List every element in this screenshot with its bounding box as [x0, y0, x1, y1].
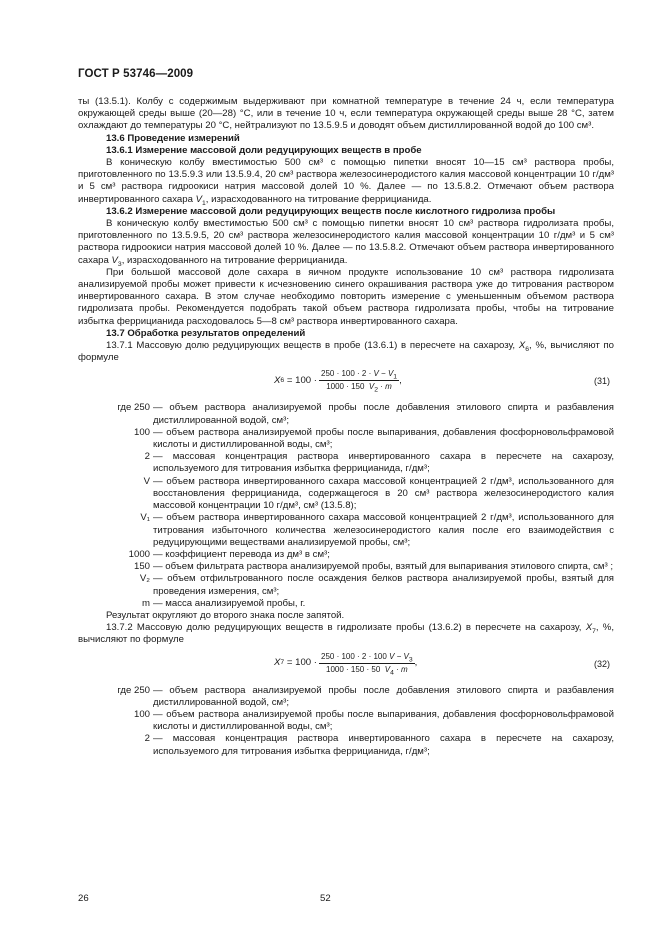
definition-item	[78, 709, 614, 733]
definition-text: — массовая концентрация раствора инвертированного сахара в пересчете на сахарозу, используемого для титрования избытка феррицианида, г/дм³;	[153, 451, 614, 475]
definition-item	[78, 476, 614, 513]
definition-item	[78, 402, 614, 426]
result-rounding-note: Результат округляют до второго знака после запятой.	[106, 609, 345, 621]
page-number-center: 52	[320, 893, 331, 904]
definition-text: — объем отфильтрованного после осаждения белков раствора анализируемой пробы, взятый для проведения измерения, см³;	[153, 573, 614, 597]
section-heading-13-7: 13.7 Обработка результатов определений	[106, 327, 306, 339]
paragraph-13-7-2: 13.7.2 Массовую долю редуцирующих веществ в гидролизате пробы (13.6.2) в пересчете на сахарозу, $X_7$, %, вычисляют по формуле	[78, 622, 614, 646]
definition-item	[78, 427, 614, 451]
definition-term: V	[143, 475, 150, 487]
section-heading-13-6-1: 13.6.1 Измерение массовой доли редуцирующих веществ в пробе	[106, 144, 422, 156]
formula-32-definitions	[78, 685, 614, 758]
definition-item	[78, 733, 614, 757]
definition-term: 1000	[128, 548, 150, 560]
definition-term: 2	[144, 451, 150, 463]
definition-item	[78, 512, 614, 549]
definition-term: 100	[133, 708, 150, 720]
definition-text: — объем фильтрата раствора анализируемой пробы, взятый для выпаривания этилового спирта, см³ ;	[153, 561, 614, 573]
page-number-left: 26	[78, 893, 89, 904]
formula-31-definitions	[78, 402, 614, 609]
formula-31-fraction: $\frac{250 \cdot 100 \cdot 2 \cdot V - V_1}{1000 \cdot 150 V_2 \cdot m}$	[321, 369, 398, 395]
definition-term: где 250	[117, 402, 150, 414]
definition-text: — объем раствора анализируемой пробы после добавления этилового спирта и разбавления дистиллированной водой, см³;	[153, 402, 614, 426]
paragraph-13-7-1: 13.7.1 Массовую долю редуцирующих веществ в пробе (13.6.1) в пересчете на сахарозу, $X_6$, %, вычисляют по формуле	[78, 340, 615, 364]
definition-item	[78, 573, 614, 597]
definition-text: — объем раствора анализируемой пробы после выпаривания, добавления фосфорновольфрамовой кислоты и дистиллированной воды, см³;	[153, 708, 614, 733]
definition-item	[78, 549, 614, 561]
definition-item	[78, 561, 614, 573]
document-body	[78, 96, 614, 758]
formula-32-number: (32)	[593, 658, 610, 669]
paragraph-13-6-1: В коническую колбу вместимостью 500 см³ с помощью пипетки вносят 10—15 см³ раствора пробы, приготовленного по 13.5.9.3 или 13.5.9.4, 20 см³ раствора железосинеродистого калия массовой концентрации 10 г/дм³ и 5 см³ раствора гидроокиси натрия массовой долей 10 %. Далее — по 13.5.8.2. Отмечают объем раствора инвертированного сахара $V_1$, израсходованного на титрование феррицианида.	[78, 157, 614, 207]
definition-term: m	[142, 597, 150, 609]
definition-item	[78, 451, 614, 475]
formula-31: X 6 = 100 · $\frac{250 \cdot 100 \cdot 2 \cdot V - V_1}{1000 \cdot 150 V_2 \cdot m}$ , (31)	[274, 369, 610, 395]
definition-text: — масса анализируемой пробы, г.	[153, 597, 306, 609]
section-heading-13-6-2: 13.6.2 Измерение массовой доли редуцирующих веществ после кислотного гидролиза пробы	[106, 205, 556, 217]
paragraph-13-6-2: В коническую колбу вместимостью 500 см³ с помощью пипетки вносят 10 см³ раствора гидролизата пробы, приготовленного по 13.5.9.5, 20 см³ раствора железосинеродистого калия массовой концентрации 10 г/дм³ и 5 см³ раствора гидроокиси натрия массовой долей 10 %. Далее — по 13.5.8.2. Отмечают объем раствора инвертированного сахара $V_3$, израсходованного на титрование феррицианида.	[78, 218, 614, 268]
definition-text: — массовая концентрация раствора инвертированного сахара в пересчете на сахарозу, используемого для титрования избытка феррицианида, г/дм³;	[153, 733, 614, 757]
paragraph-sugar-note: При большой массовой доле сахара в яичном продукте использование 10 см³ раствора гидролизата анализируемой пробы может привести к исчезновению синего окрашивания раствора уже до титрования раствором инвертированного сахара. В этом случае необходимо повторить измерение с уменьшенным объемом раствора гидролизата пробы. Рекомендуется подобрать такой объем раствора гидролизата пробы, чтобы на титрование избытка феррицианида расходовалось 5—8 см³ раствора инвертированного сахара.	[78, 266, 614, 327]
section-heading-13-6: 13.6 Проведение измерений	[106, 132, 240, 144]
definition-term: V₁	[140, 512, 150, 524]
definition-term: 100	[133, 426, 150, 438]
definition-item	[78, 685, 614, 709]
definition-text: — объем раствора анализируемой пробы после добавления этилового спирта и разбавления дистиллированной водой, см³;	[153, 684, 614, 708]
document-header: ГОСТ Р 53746—2009	[78, 68, 194, 80]
definition-term: где 250	[117, 684, 150, 696]
formula-31-number: (31)	[593, 376, 610, 387]
definition-term: 150	[133, 561, 150, 573]
definition-text: — объем раствора инвертированного сахара массовой концентрацией 2 г/дм³, использованного для восстановления феррицианида, содержащегося в 20 см³ раствора железосинеродистого калия массовой концентрации 10 г/дм³, см³ (13.5.8);	[153, 475, 614, 512]
definition-term: V₂	[139, 573, 150, 585]
paragraph-continuation: ты (13.5.1). Колбу с содержимым выдерживают при комнатной температуре в течение 24 ч, если температура окружающей среды выше (20—28) °С, или в течение 10 ч, если температура окружающей среды выше 28 °С, затем охлаждают до температуры 20 °С, нейтрализуют по 13.5.9.5 и доводят объем дистиллированной водой до 100 см³.	[78, 96, 614, 132]
definition-text: — объем раствора инвертированного сахара массовой концентрацией 2 г/дм³, использованного для титрования избыточного количества железосинеродистого калия после его взаимодействия с редуцирующими веществами анализируемой пробы, см³;	[153, 512, 614, 548]
definition-text: — коэффициент перевода из дм³ в см³;	[153, 548, 330, 560]
definition-term: 2	[144, 733, 150, 745]
definition-text: — объем раствора анализируемой пробы после выпаривания, добавления фосфорновольфрамовой кислоты и дистиллированной воды, см³;	[153, 426, 614, 451]
formula-32: X 7 = 100 · $\frac{250 \cdot 100 \cdot 2 \cdot 100 V - V_3}{1000 \cdot 150 \cdot 50 V_4 \cdot m}$ , (32)	[274, 651, 610, 677]
definition-item	[78, 598, 614, 610]
formula-32-fraction: $\frac{250 \cdot 100 \cdot 2 \cdot 100 V - V_3}{1000 \cdot 150 \cdot 50 V_4 \cdot m}$	[321, 651, 413, 677]
